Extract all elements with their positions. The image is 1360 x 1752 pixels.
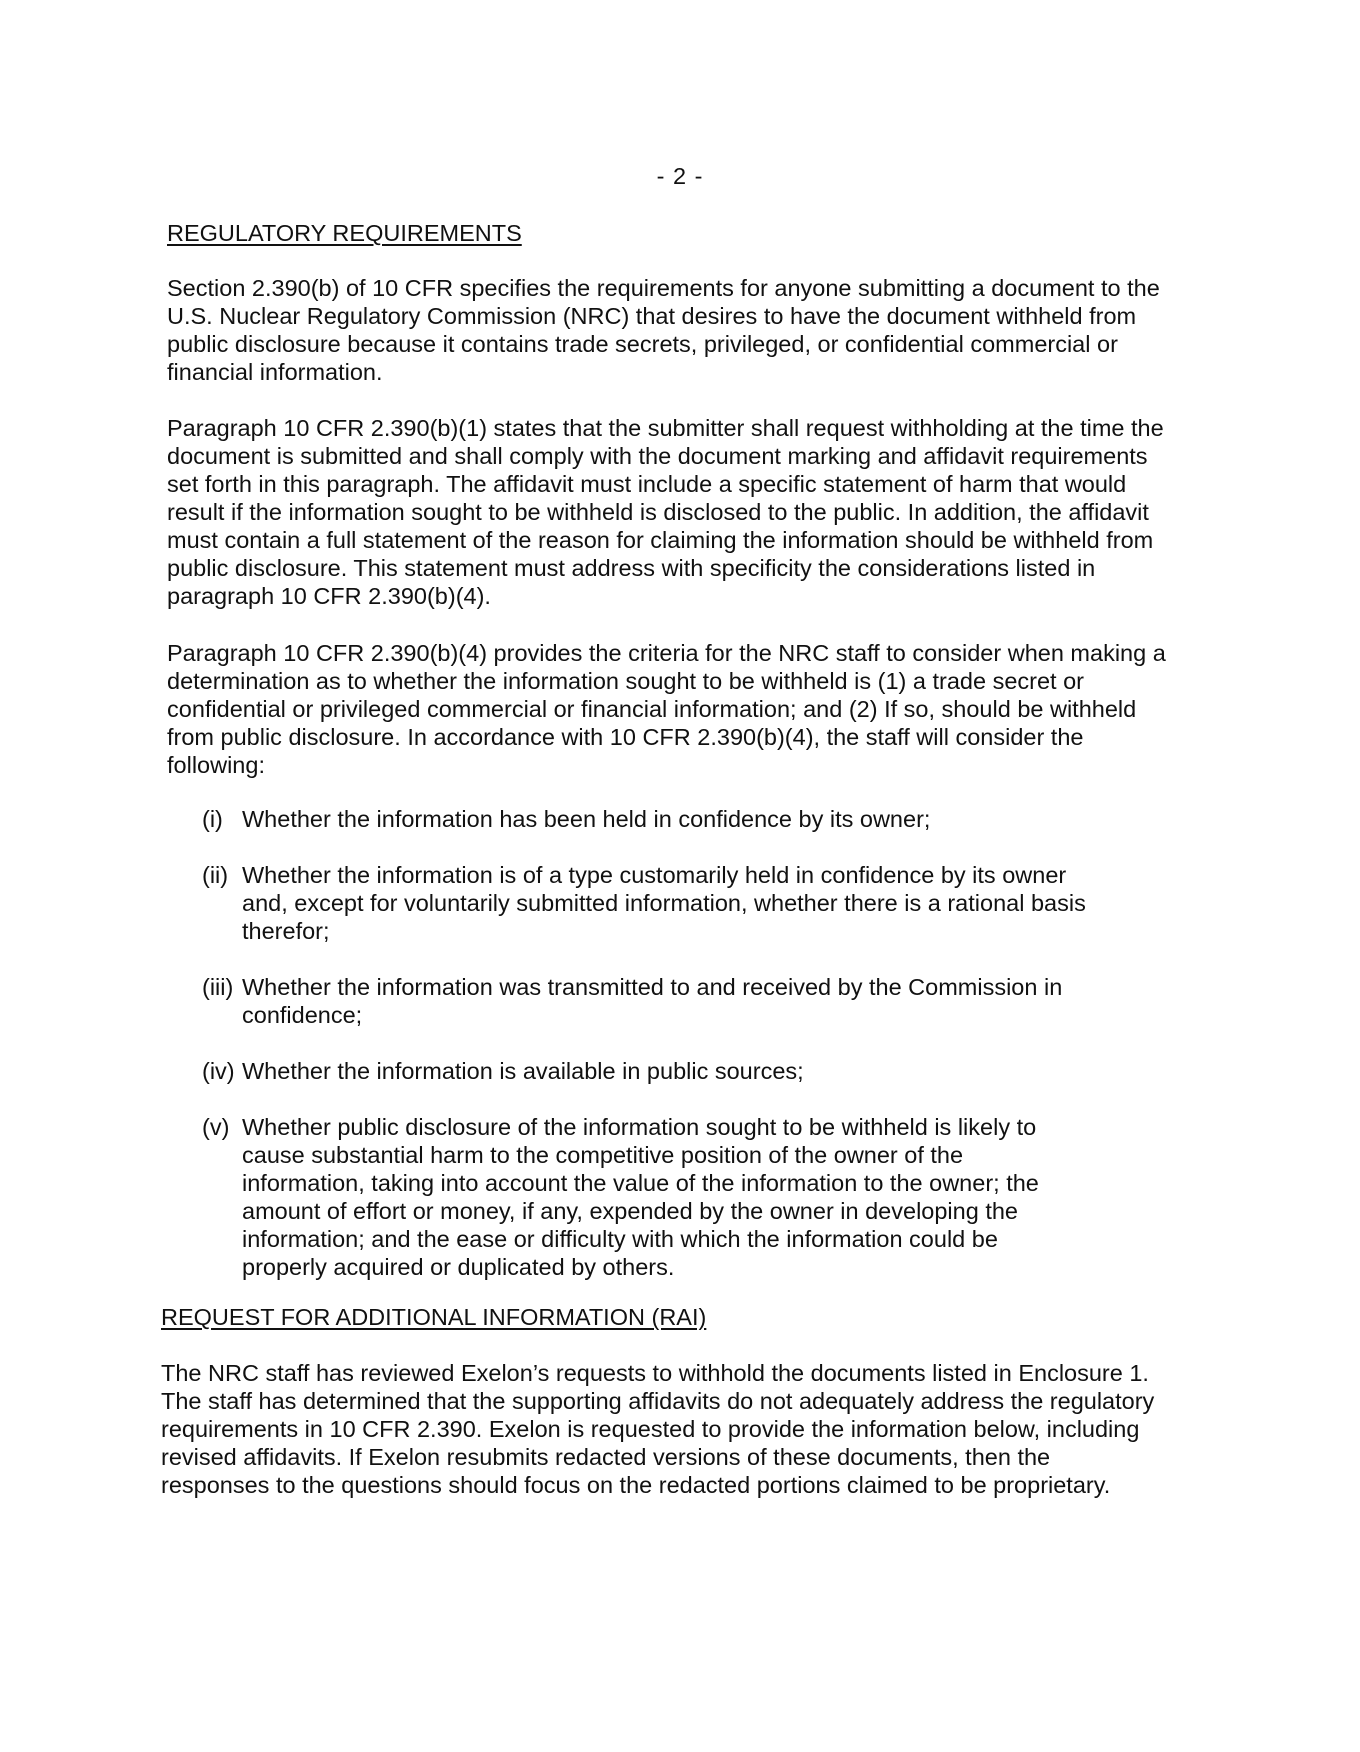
- text-line: Section 2.390(b) of 10 CFR specifies the requirements for anyone submitting a document to the: [167, 275, 1160, 301]
- text-line: public disclosure because it contains trade secrets, privileged, or confidential commercial or: [167, 331, 1118, 357]
- list-marker: (i): [202, 806, 223, 832]
- text-line: properly acquired or duplicated by others.: [242, 1254, 675, 1280]
- list-marker: (iii): [202, 974, 234, 1000]
- text-line: financial information.: [167, 359, 383, 385]
- text-line: Whether public disclosure of the information sought to be withheld is likely to: [242, 1114, 1037, 1140]
- list-item-text: [242, 973, 1062, 1029]
- list-item-text: [242, 1113, 1039, 1281]
- paragraph-2-390-b-1: [167, 414, 1164, 610]
- text-line: responses to the questions should focus on the redacted portions claimed to be proprietary.: [161, 1472, 1111, 1498]
- text-line: information, taking into account the value of the information to the owner; the: [242, 1170, 1039, 1196]
- text-line: cause substantial harm to the competitive position of the owner of the: [242, 1142, 964, 1168]
- text-line: confidential or privileged commercial or financial information; and (2) If so, should be withheld: [167, 696, 1137, 722]
- text-line: information; and the ease or difficulty with which the information could be: [242, 1226, 998, 1252]
- text-line: amount of effort or money, if any, expended by the owner in developing the: [242, 1198, 1018, 1224]
- text-line: The staff has determined that the supporting affidavits do not adequately address the regulatory: [161, 1388, 1155, 1414]
- text-line: requirements in 10 CFR 2.390. Exelon is requested to provide the information below, including: [161, 1416, 1140, 1442]
- list-marker: (ii): [202, 862, 229, 888]
- text-line: The NRC staff has reviewed Exelon’s requests to withhold the documents listed in Enclosure 1.: [161, 1360, 1149, 1386]
- list-marker: (iv): [202, 1058, 235, 1084]
- text-line: document is submitted and shall comply with the document marking and affidavit requirements: [167, 443, 1148, 469]
- text-line: Whether the information is available in public sources;: [242, 1058, 804, 1084]
- paragraph-2-390-b-4: [167, 639, 1166, 779]
- text-line: U.S. Nuclear Regulatory Commission (NRC) that desires to have the document withheld from: [167, 303, 1137, 329]
- section-heading-rai: REQUEST FOR ADDITIONAL INFORMATION (RAI): [161, 1304, 707, 1330]
- text-line: Paragraph 10 CFR 2.390(b)(1) states that the submitter shall request withholding at the time the: [167, 415, 1164, 441]
- list-item-text: [242, 861, 1086, 945]
- text-line: set forth in this paragraph. The affidavit must include a specific statement of harm that would: [167, 471, 1127, 497]
- text-line: determination as to whether the information sought to be withheld is (1) a trade secret or: [167, 668, 1084, 694]
- paragraph-rai: [161, 1359, 1154, 1499]
- text-line: result if the information sought to be withheld is disclosed to the public. In addition, the affidavit: [167, 499, 1149, 525]
- text-line: paragraph 10 CFR 2.390(b)(4).: [167, 583, 491, 609]
- page-number: - 2 -: [656, 163, 704, 189]
- text-line: Whether the information has been held in confidence by its owner;: [242, 806, 931, 832]
- text-line: confidence;: [242, 1002, 363, 1028]
- list-marker: (v): [202, 1114, 230, 1140]
- text-line: must contain a full statement of the reason for claiming the information should be withheld from: [167, 527, 1154, 553]
- text-line: Whether the information was transmitted to and received by the Commission in: [242, 974, 1063, 1000]
- text-line: and, except for voluntarily submitted information, whether there is a rational basis: [242, 890, 1086, 916]
- text-line: following:: [167, 752, 265, 778]
- text-line: Whether the information is of a type customarily held in confidence by its owner: [242, 862, 1067, 888]
- text-line: therefor;: [242, 918, 330, 944]
- section-heading-regulatory-requirements: REGULATORY REQUIREMENTS: [167, 220, 522, 246]
- text-line: from public disclosure. In accordance with 10 CFR 2.390(b)(4), the staff will consider the: [167, 724, 1084, 750]
- list-item-text: [242, 805, 930, 833]
- text-line: public disclosure. This statement must address with specificity the considerations listed in: [167, 555, 1096, 581]
- text-line: Paragraph 10 CFR 2.390(b)(4) provides the criteria for the NRC staff to consider when making a: [167, 640, 1166, 666]
- text-line: revised affidavits. If Exelon resubmits redacted versions of these documents, then the: [161, 1444, 1051, 1470]
- list-item-text: [242, 1057, 804, 1085]
- paragraph-section-2-390: [167, 274, 1160, 386]
